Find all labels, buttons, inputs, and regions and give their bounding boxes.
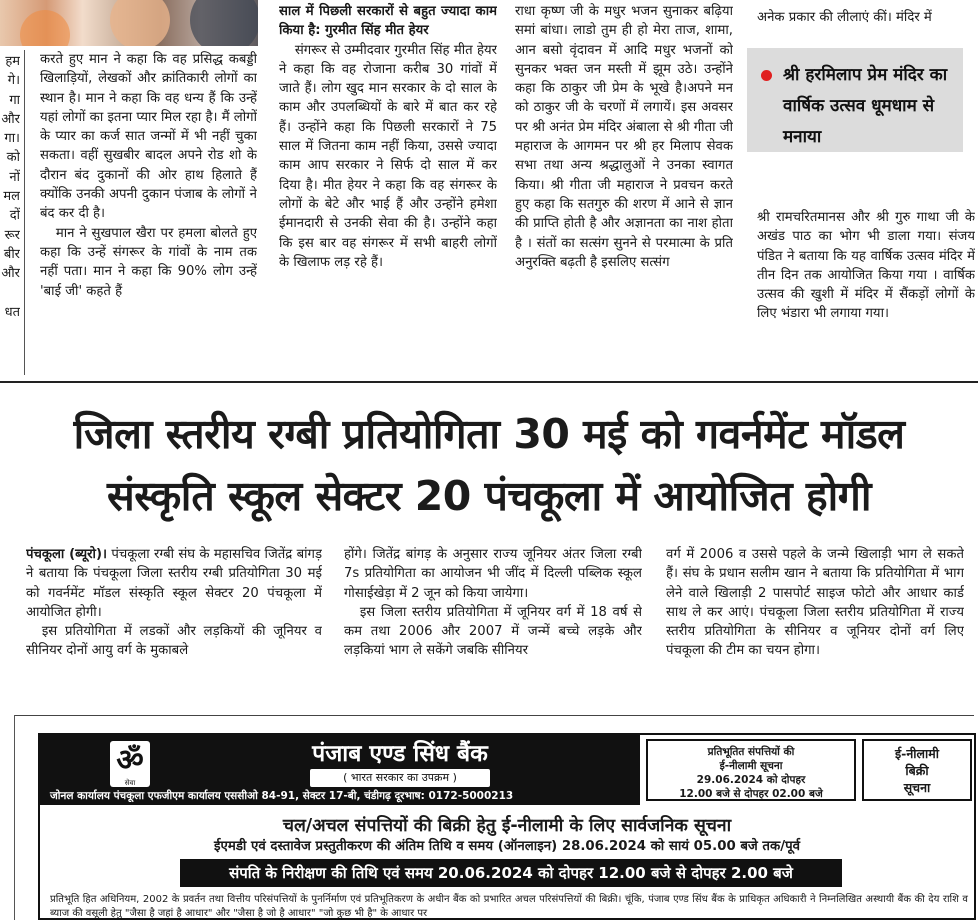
bank-name: पंजाब एण्ड सिंध बैंक (312, 741, 488, 767)
emd-deadline: ईएमडी एवं दस्तावेज प्रस्तुतीकरण की अंतिम तिथि व समय (ऑनलाइन) 28.06.2024 को सायं 05.00 बजे तक/पूर्व (213, 839, 801, 854)
top-article-col4 (757, 208, 975, 368)
zonal-office: जोनल कार्यालय पंचकूला एफजीएम कार्यालय एससीओ 84-91, सेक्टर 17-बी, चंडीगढ़ दूरभाष: 0172-5000213 (50, 790, 514, 802)
section-divider (0, 381, 978, 383)
top-article-col3 (515, 2, 733, 367)
top-col2-subhead: साल में पिछली सरकारों से बहुत ज्यादा काम किया है: गुरमीत सिंह मीत हेयर (279, 4, 497, 39)
bullet-icon (761, 70, 772, 81)
auction-date-box: प्रतिभूतित संपत्तियों की ई-नीलामी सूचना 29.06.2024 को दोपहर 12.00 बजे से दोपहर 02.00 बजे (646, 739, 856, 801)
dateline: पंचकूला (ब्यूरो)। (26, 547, 108, 562)
main-story-col1: पंचकूला (ब्यूरो)। पंचकूला रग्बी संघ के महासचिव जितेंद्र बांगड़ ने बताया कि पंचकूला जिला स्तरीय रग्बी प्रतियोगिता 30 मई को गवर्नमेंट मॉडल संस्कृति स्कूल सेक्टर 20 पंचकूला में आयोजित होगी। इस प्रतियोगिता में लडकों और लड़कियों की जूनियर व सीनियर दोनों आयु वर्ग के मुकाबले (26, 547, 322, 659)
inspection-date: संपति के निरीक्षण की तिथि एवं समय 20.06.2024 को दोपहर 12.00 बजे से दोपहर 2.00 बजे (180, 859, 842, 887)
govt-undertaking: ( भारत सरकार का उपक्रम ) (310, 769, 490, 787)
top-col2-para: संगरूर से उम्मीदवार गुरमीत सिंह मीत हेयर ने कहा कि वह रोजाना करीब 30 गांवों में जाते हैं। लोग खुद मान सरकार के दो साल के काम और उपलब्धियों के बारे में बात कर रहे हैं। उन्होंने कहा कि पिछली सरकारों ने 75 साल में जितना काम नहीं किया, उससे ज्यादा काम आप सरकार ने सिर्फ दो साल में कर दिया है। मीत हेयर ने कहा कि वह संगरूर के लोगों के बेटे और भाई हैं और उन्होंने हमेशा ईमानदारी से उनकी सेवा की है। उन्होंने कहा कि इस बार वह संगरूर में सभी बाहरी लोगों के खिलाफ लड़ रहे हैं। (279, 42, 497, 270)
auction-type-box: ई-नीलामी बिक्री सूचना (862, 739, 972, 801)
bank-auction-advertisement (38, 733, 976, 920)
bank-logo-icon: ॐ (110, 741, 150, 787)
public-notice-title: चल/अचल संपत्तियों की बिक्री हेतु ई-नीलामी के लिए सार्वजनिक सूचना (282, 816, 732, 836)
top-article-col2 (279, 2, 497, 367)
notice-body: प्रतिभूति हित अधिनियम, 2002 के प्रवर्तन तथा वित्तीय परिसंपत्तियों के पुनर्निर्माण एवं प्रतिभूतिकरण के अधीन बैंक को प्रभारित अचल परिसंपत्तियों की बिक्री। चूंकि, पंजाब एण्ड सिंध बैंक के प्राधिकृत अधिकारी ने निम्नलिखित अस्थायी बैंक की देय राशि व ब्याज की वसूली हेतु "जैसा है जहां है आधार" और "जैसा है जो है आधार" "जो कुछ भी है" के आधार पर (50, 894, 968, 919)
temple-festival-heading-box (747, 48, 963, 152)
main-headline-line1: जिला स्तरीय रग्बी प्रतियोगिता 30 मई को गवर्नमेंट मॉडल (73, 410, 905, 458)
top-col4-para: श्री रामचरितमानस और श्री गुरु गाथा जी के अखंड पाठ का भोग भी डाला गया। संजय पंडित ने बताया कि यह वार्षिक उत्सव मंदिर में तीन दिन तक आयोजित किया गया । वार्षिक उत्सव की खुशी में मंदिर में सैंकड़ों लोगों के लिए भंडारा भी लगाया गया। (757, 210, 975, 322)
left-edge-fragments: हम गे। गा और गा। को नों मल दों रूर बीर और धत (1, 54, 20, 320)
top-article-col1 (40, 50, 257, 368)
story-bottom-rule (14, 715, 974, 716)
main-story-col2: होंगे। जितेंद्र बांगड़ के अनुसार राज्य जूनियर अंतर जिला रग्बी 7s प्रतियोगिता का आयोजन भी जींद में दिल्ली पब्लिक स्कूल गोसाईखेड़ा में 2 जून को किया जायेगा। इस जिला स्तरीय प्रतियोगिता में जूनियर वर्ग में 18 वर्ष से कम तथा 2006 और 2007 में जन्में बच्चे लड़के और लड़कियां भाग ले सकेंगे जबकि सीनियर (344, 547, 642, 659)
top-article-col4-topline: अनेक प्रकार की लीलाएं कीं। मंदिर में (757, 10, 932, 25)
top-col1-para1: करते हुए मान ने कहा कि वह प्रसिद्ध कबड्डी खिलाड़ियों, लेखकों और क्रांतिकारी लोगों का स्थान है। मान ने कहा कि वह धन्य हैं कि उन्हें यहां लोगों का इतना प्यार मिल रहा है। मैं लोगों के प्यार का कर्ज सात जन्मों में भी नहीं चुका सकता। वहीं सुखबीर बादल अपने रोड शो के दौरान बंद दुकानों की ओर हाथ हिलाते हैं क्योंकि उनकी अपनी दुकान पंजाब के लोगों ने बंद कर दी है। (40, 52, 257, 222)
temple-festival-heading: श्री हरमिलाप प्रेम मंदिर का वार्षिक उत्सव धूमधाम से मनाया (783, 65, 948, 147)
news-photo (0, 0, 258, 46)
bank-logo-caption: सेवा (124, 779, 136, 787)
top-col3-para: राधा कृष्ण जी के मधुर भजन सुनाकर बढ़िया समां बांधा। लाडो तुम ही हो मेरा ताज, शामा, आन बसो वृंदावन में आदि मधुर भजनों को सुनकर भक्त जन मस्ती में झूम उठे। उन्होंने कहा कि ठाकुर जी प्रेम के भूखे है।अपने मन को ठाकुर जी के चरणों में लगायें। इस अवसर पर श्री अनंत प्रेम मंदिर अंबाला से श्री गीता जी महाराज के आगमन पर श्री हर मिलाप सेवक सभा तथा अन्य श्रद्धालुओं ने उनका स्वागत किया। श्री गीता जी महाराज ने प्रवचन करते हुए कहा कि सतगुरु की शरण में आने से ज्ञान की प्राप्ति होती है और अज्ञानता का नाश होता है । संतों का सत्संग सुनने से परमात्मा के प्रति अनुरक्ति बढ़ती है इसलिए सत्संग (515, 4, 733, 270)
top-col1-para2: मान ने सुखपाल खैरा पर हमला बोलते हुए कहा कि उन्हें संगरूर के गांवों के नाम तक नहीं पता। मान ने कहा कि 90% लोग उन्हें 'बाई जी' कहते हैं (40, 225, 257, 299)
main-story-col3: वर्ग में 2006 व उससे पहले के जन्मे खिलाड़ी भाग ले सकते हैं। संघ के प्रधान सलीम खान ने बताया कि प्रतियोगिता में भाग लेने वाले खिलाड़ी 2 पासपोर्ट साइज फोटो और आधार कार्ड साथ ले कर आएं। पंचकूला जिला स्तरीय प्रतियोगिता में राज्य स्तरीय प्रतियोगिता के सीनियर व जूनियर दोनों वर्ग लिए पंचकूला की टीम का चयन होगा। (666, 547, 964, 659)
main-headline-line2: संस्कृति स्कूल सेक्टर 20 पंचकूला में आयोजित होगी (107, 472, 871, 520)
